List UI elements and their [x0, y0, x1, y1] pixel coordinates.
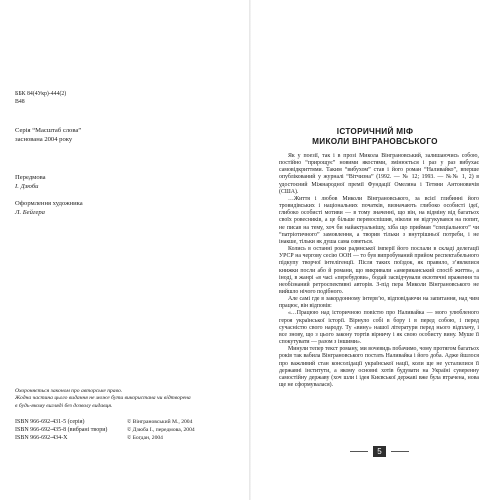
chapter-title-line1: ІСТОРИЧНИЙ МІФ [336, 127, 414, 136]
book-gutter [249, 0, 251, 500]
copyright-line: © Вінграновський М., 2004 [127, 419, 193, 425]
paragraph: Як у поезії, так і в прозі Микола Вінграновський, залишаючись собою, постійно “прирощує” новими якостями, змінюється і раз у раз вибухає самовідкриттями. Таким “вибухом” став і його роман “Наливайко”, вперше опублікований у журналі “Вітчизна” (1992. — № 12; 1993. — №№ 1, 2) в удостоєний Міжнародної премії Фундації Омеляна і Тетяни Антоновичів (США). [279, 153, 479, 195]
udc-code: В48 [15, 99, 25, 105]
page-number: 5 [373, 446, 386, 457]
series-founded: заснована 2004 року [15, 136, 73, 143]
copyright-line: © Дзюба І., передмова, 2004 [127, 427, 195, 434]
isbn-block [15, 418, 107, 442]
isbn-line: ISBN 966-692-431-5 (серія) [15, 419, 85, 425]
foreword-label: Передмова [15, 174, 46, 181]
bbk-code: ББК 84(4Укр)-444(2) [15, 91, 67, 97]
ornament-line-left [350, 451, 368, 452]
design-label: Оформлення художника [15, 200, 83, 207]
copyright-line: © Богдан, 2004 [127, 435, 163, 442]
foreword-author: І. Дзюби [15, 183, 39, 190]
chapter-title-line2: МИКОЛИ ВІНГРАНОВСЬКОГО [312, 136, 438, 146]
paragraph: …Життя і любов Миколи Вінграновського, за всієї глибинні його тровидівських і національних початків, визначають глибоко особисті ідеї, глибоко особисті мотиви — в тому значенні, що він, на відміну від багатьох своїх ровесників, а це більше перевоспішив, ніколи не відгукувався на попит, не писав на тему, хоч би найактуальнішу, хіба що приймав “спеціального” чи “патріотичного” замовлення, а творив тільки з внутрішньої потреби, і не інакше, тільки як душа сама озветься. [279, 195, 479, 245]
isbn-line: ISBN 966-692-435-8 (вибрані твори) [15, 427, 108, 434]
copyright-notice-line: Охороняється законом про авторське право. [15, 388, 123, 394]
copyright-block [127, 418, 195, 442]
design-author: Л. Бейгера [15, 209, 45, 216]
copyright-notice-line: в будь-якому вигляді без дозволу видавця. [15, 402, 113, 409]
copyright-notice [15, 388, 245, 410]
series-line: Серія “Масштаб слова” [15, 127, 82, 134]
paragraph: Але самі где в закордонному інтерв’ю, відповідаючи на запитання, над чим працює, він відповів: [279, 296, 479, 310]
paragraph: Минули тепер текст роману, ми вочевидь побачимо, чому протягом багатьох років так вабила Вінграновського постать Наливайка і його доба. Адже йшлося про важливий стан консолідації української нації, коли ще не усталилися її державні інститути, а якому основні хотів будувати на Україні суверенну самостійну державу (хоч шли і ідея Києвської державі вже була втрачена, нова ще не сформувалася). [279, 346, 479, 388]
copyright-notice-line: Жодна частина цього видання не може бути використана чи відтворена [15, 395, 191, 402]
paragraph: Колись в останні роки радянської імперії його послали в складі делегації УРСР на чергову сесію ООН — то був випробуваний прийом респектабельного підкупу творчої інтелігенції. Після таких поїздок, як правило, з’являлися книжки посли або й романи, що викривали «американський спосіб життя», а іноді, в жанрі «в часі «перебудови», бодай засвідчували екзотичні враження та необізнаний ретроспективні авторів. З-під пера Миколи Вінграновського не вийшло нічого подібного. [279, 246, 479, 295]
ornament-line-right [391, 451, 409, 452]
chapter-title [250, 127, 500, 147]
chapter-body [279, 153, 479, 389]
page-number-ornament [350, 446, 420, 458]
paragraph: «…Працюю над історичною повістю про Наливайка — мого улюбленого героя української історії. Вірнуло собі в бору і в перед собою, і перед сучасністю свого народу. Ту «вину» нашої літератури перед нього відплачу, і все знову, що з цього закону тортів вірничу і як свою особисту вину. Муше її спокутувати — разом з іншими». [279, 310, 479, 346]
isbn-line: ISBN 966-692-434-X [15, 435, 68, 442]
